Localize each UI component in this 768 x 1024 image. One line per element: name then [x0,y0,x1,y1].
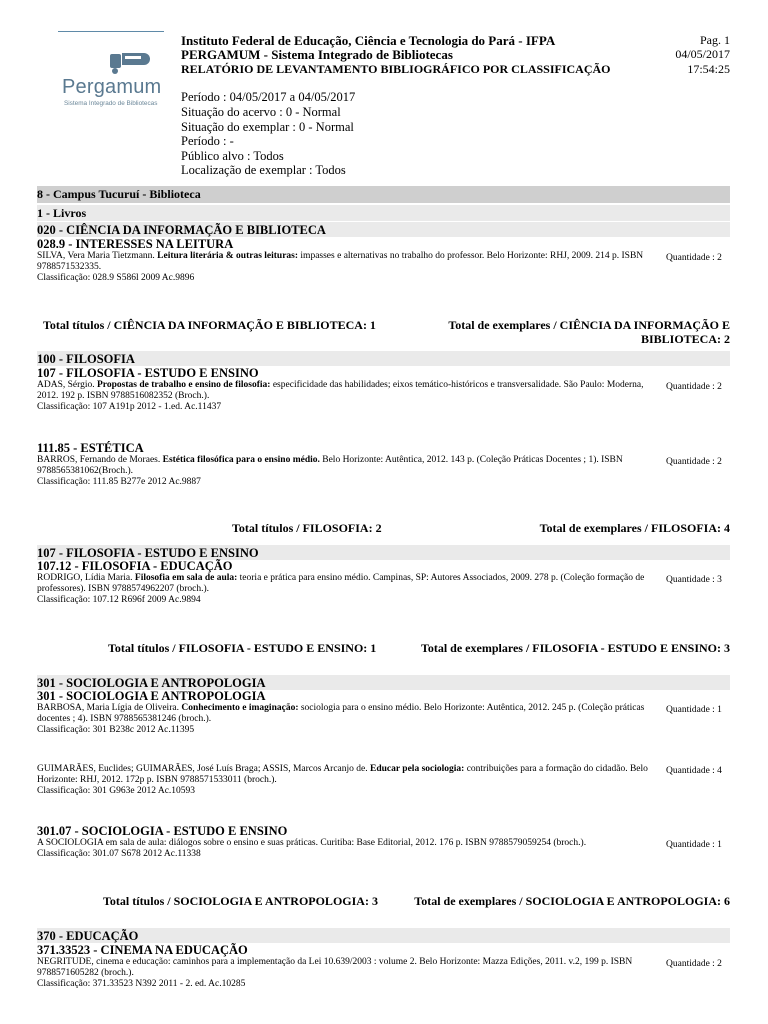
entry-details: teoria e prática para ensino médio. Campinas, SP: Autores Associados, 2009. 278 p. (Coleção formação de professores). ISBN 9788574962207 (broch.). [37,573,645,594]
entry-classification: Classificação: 111.85 B277e 2012 Ac.9887 [37,477,201,487]
total-titles: Total títulos / SOCIOLOGIA E ANTROPOLOGIA: 3 [103,894,378,908]
section-heading: 020 - CIÊNCIA DA INFORMAÇÃO E BIBLIOTECA [37,223,326,237]
entry-title: Propostas de trabalho e ensino de filosofia: [97,380,271,390]
entry-classification: Classificação: 301.07 S678 2012 Ac.11338 [37,849,201,859]
entry-authors: GUIMARÃES, Euclides; GUIMARÃES, José Luís Braga; ASSIS, Marcos Arcanjo de. [37,764,371,774]
entry-quantity: Quantidade : 1 [666,705,722,715]
entry-classification: Classificação: 107 A191p 2012 - 1.ed. Ac.11437 [37,402,222,412]
entry-details: especificidade das habilidades; eixos temático-históricos e transversalidade. São Paulo: Moderna, 2012. 192 p. ISBN 9788516082352 (Broch.). [37,380,644,401]
entry-classification: Classificação: 028.9 S586l 2009 Ac.9896 [37,273,195,283]
bibliographic-entry [37,703,659,736]
param-period: Período : 04/05/2017 a 04/05/2017 [181,90,356,104]
entry-authors: NEGRITUDE, cinema e educação: caminhos para a implementação da Lei 10.639/2003 : volume 2. Belo Horizonte: Mazza Edições, 2011. v.2, 199 p. ISBN 9788571605282 (broch.). [37,957,633,978]
subsection-heading: 111.85 - ESTÉTICA [37,441,144,455]
entry-title: Estética filosófica para o ensino médio. [162,455,320,465]
bibliographic-entry [37,380,659,413]
entry-classification: Classificação: 301 B238c 2012 Ac.11395 [37,725,195,735]
total-titles: Total títulos / CIÊNCIA DA INFORMAÇÃO E BIBLIOTECA: 1 [43,318,376,332]
section-band [37,675,730,690]
campus-label: 8 - Campus Tucuruí - Biblioteca [37,187,201,201]
entry-quantity: Quantidade : 3 [666,575,722,585]
total-copies-cont: BIBLIOTECA: 2 [640,332,730,346]
entry-quantity: Quantidade : 4 [666,766,722,776]
entry-details: contribuições para a formação do cidadão. Belo Horizonte: RHJ, 2012. 172p p. ISBN 9788571533011 (broch.). [37,764,648,785]
bibliographic-entry [37,957,659,990]
param-collection-status: Situação do acervo : 0 - Normal [181,105,341,119]
entry-authors: BARBOSA, Maria Lígia de Oliveira. [37,703,182,713]
report-title: RELATÓRIO DE LEVANTAMENTO BIBLIOGRÁFICO POR CLASSIFICAÇÃO [181,62,611,76]
entry-title: Filosofia em sala de aula: [134,573,238,583]
subsection-heading: 371.33523 - CINEMA NA EDUCAÇÃO [37,943,248,957]
entry-quantity: Quantidade : 2 [666,253,722,263]
param-copy-status: Situação do exemplar : 0 - Normal [181,120,354,134]
entry-authors: SILVA, Vera Maria Tietzmann. [37,251,158,261]
param-location: Localização de exemplar : Todos [181,163,346,177]
subsection-heading: 107.12 - FILOSOFIA - EDUCAÇÃO [37,559,233,573]
section-band [37,545,730,560]
report-time: 17:54:25 [687,62,730,76]
bibliographic-entry [37,455,659,488]
system-title: PERGAMUM - Sistema Integrado de Bibliotecas [181,47,453,62]
total-copies: Total de exemplares / CIÊNCIA DA INFORMAÇÃO E [448,318,730,332]
institution-title: Instituto Federal de Educação, Ciência e Tecnologia do Pará - IFPA [181,33,556,48]
param-audience: Público alvo : Todos [181,149,284,163]
logo-wordmark: Pergamum [62,76,162,98]
total-copies: Total de exemplares / SOCIOLOGIA E ANTROPOLOGIA: 6 [414,894,730,908]
entry-quantity: Quantidade : 2 [666,382,722,392]
total-copies: Total de exemplares / FILOSOFIA: 4 [539,521,730,535]
section-heading: 100 - FILOSOFIA [37,352,135,366]
subsection-heading: 301 - SOCIOLOGIA E ANTROPOLOGIA [37,689,266,703]
bibliographic-entry [37,573,659,606]
entry-title: Educar pela sociologia: [370,764,465,774]
campus-band [37,186,730,203]
entry-classification: Classificação: 301 G963e 2012 Ac.10593 [37,786,196,796]
entry-details: Belo Horizonte: Autêntica, 2012. 143 p. (Coleção Práticas Docentes ; 1). ISBN 9788565381062(Broch.). [37,455,623,476]
bibliographic-entry [37,838,659,860]
subsection-heading: 028.9 - INTERESSES NA LEITURA [37,237,234,251]
subsection-heading: 301.07 - SOCIOLOGIA - ESTUDO E ENSINO [37,824,288,838]
section-band [37,222,730,237]
entry-classification: Classificação: 107.12 R696f 2009 Ac.9894 [37,595,201,605]
logo-rule [58,31,164,32]
material-label: 1 - Livros [37,206,87,220]
total-titles: Total títulos / FILOSOFIA: 2 [232,521,382,535]
entry-authors: BARROS, Fernando de Moraes. [37,455,163,465]
entry-quantity: Quantidade : 2 [666,959,722,969]
subsection-heading: 107 - FILOSOFIA - ESTUDO E ENSINO [37,366,259,380]
entry-classification: Classificação: 371.33523 N392 2011 - 2. ed. Ac.10285 [37,979,246,989]
total-copies: Total de exemplares / FILOSOFIA - ESTUDO E ENSINO: 3 [420,641,730,655]
bibliographic-entry [37,764,659,797]
entry-authors: A SOCIOLOGIA em sala de aula: diálogos sobre o ensino e suas práticas. Curitiba: Base Editorial, 2012. 176 p. ISBN 9788579059254 (broch.). [37,838,587,848]
section-heading: 370 - EDUCAÇÃO [37,929,139,943]
entry-details: sociologia para o ensino médio. Belo Horizonte: Autêntica, 2012. 245 p. (Coleção práticas docentes ; 4). ISBN 9788565381246 (broch.). [37,703,645,724]
total-titles: Total títulos / FILOSOFIA - ESTUDO E ENSINO: 1 [108,641,377,655]
page-number: Pag. 1 [700,33,730,47]
bibliographic-entry [37,251,659,284]
report-date: 04/05/2017 [675,47,730,61]
entry-details: impasses e alternativas no trabalho do professor. Belo Horizonte: RHJ, 2009. 214 p. ISBN 9788571532335. [37,251,644,272]
entry-title: Leitura literária & outras leituras: [157,251,299,261]
param-period-2: Período : - [181,134,234,148]
entry-authors: ADAS, Sérgio. [37,380,97,390]
section-band [37,928,730,943]
logo-tagline: Sistema Integrado de Bibliotecas [64,100,158,107]
entry-quantity: Quantidade : 1 [666,840,722,850]
section-heading: 107 - FILOSOFIA - ESTUDO E ENSINO [37,546,259,560]
entry-authors: RODRIGO, Lídia Maria. [37,573,135,583]
entry-quantity: Quantidade : 2 [666,457,722,467]
entry-title: Conhecimento e imaginação: [181,703,299,713]
material-band [37,205,730,221]
section-heading: 301 - SOCIOLOGIA E ANTROPOLOGIA [37,676,266,690]
section-band [37,351,730,366]
